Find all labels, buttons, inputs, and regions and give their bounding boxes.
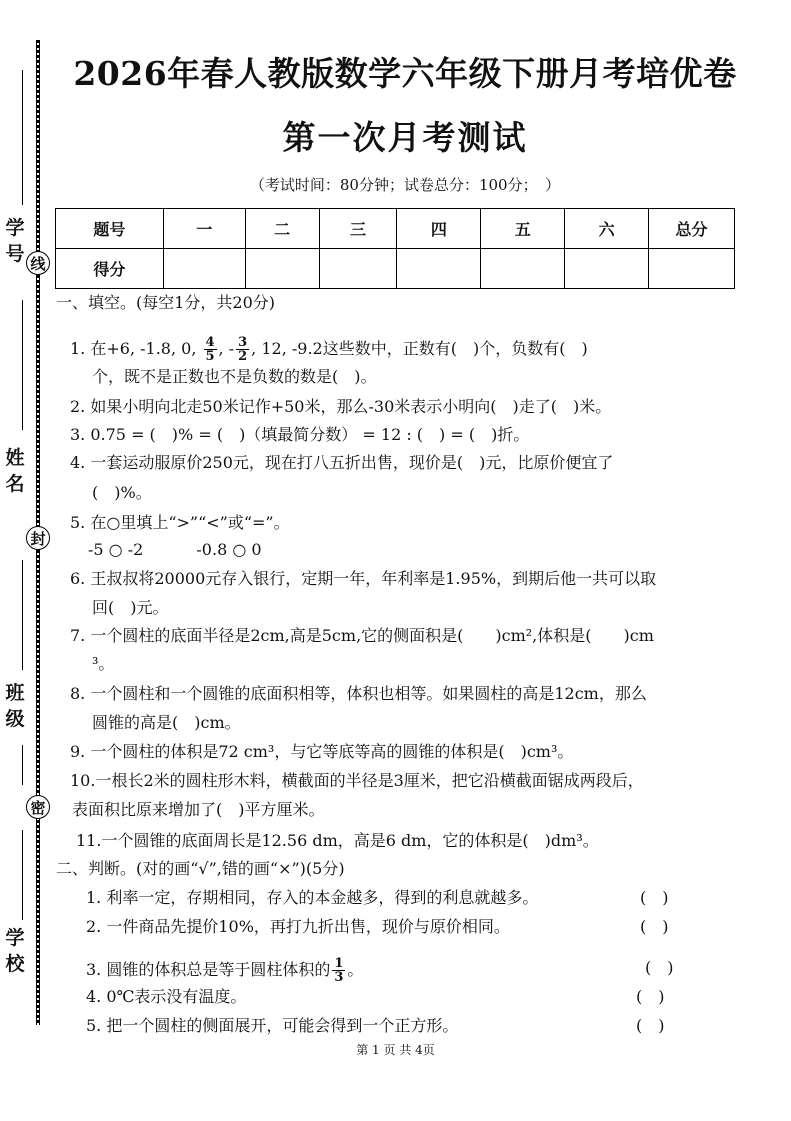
question-1-line-1 bbox=[70, 336, 588, 363]
margin-underline bbox=[22, 745, 23, 785]
question-5: 5. 在○里填上“>”“<”或“=”。 bbox=[70, 513, 290, 532]
judge-2: 2. 一件商品先提价10%，再打九折出售，现价与原价相同。 bbox=[86, 917, 510, 936]
table-cell: 得分 bbox=[56, 249, 164, 289]
question-10-line-2: 表面积比原来增加了( )平方厘米。 bbox=[72, 800, 325, 819]
seal-mark-seal: 封 bbox=[26, 526, 50, 550]
score-cell[interactable] bbox=[245, 249, 319, 289]
seal-mark-secret: 密 bbox=[26, 795, 50, 819]
question-11: 11.一个圆锥的底面周长是12.56 dm，高是6 dm，它的体积是( )dm³。 bbox=[76, 831, 599, 850]
fraction-numerator: 4 bbox=[205, 335, 215, 350]
margin-underline bbox=[22, 560, 23, 670]
margin-label-class: 班级 bbox=[5, 682, 25, 730]
exam-info: （考试时间：80分钟；试卷总分：100分； ） bbox=[249, 176, 561, 194]
score-cell[interactable] bbox=[481, 249, 565, 289]
judge-3 bbox=[86, 957, 363, 984]
margin-underline bbox=[22, 830, 23, 920]
margin-underline bbox=[22, 300, 23, 430]
answer-paren[interactable]: ( ) bbox=[645, 958, 674, 977]
table-row bbox=[56, 209, 735, 249]
table-cell: 六 bbox=[565, 209, 649, 249]
fraction bbox=[332, 957, 345, 984]
score-cell[interactable] bbox=[319, 249, 397, 289]
question-7-line-2: ³。 bbox=[92, 654, 115, 673]
answer-paren[interactable]: ( ) bbox=[636, 1016, 665, 1035]
section-heading: 二、判断。(对的画“√”,错的画“×”)(5分) bbox=[56, 859, 345, 878]
fraction-numerator: 3 bbox=[238, 335, 248, 350]
question-6-line-1: 6. 王叔叔将20000元存入银行，定期一年，年利率是1.95%，到期后他一共可以取 bbox=[70, 569, 657, 588]
margin-label-name: 姓名 bbox=[5, 447, 25, 495]
score-cell[interactable] bbox=[163, 249, 245, 289]
question-text: 1. 在+6, -1.8, 0, bbox=[70, 339, 202, 358]
judge-4: 4. 0℃表示没有温度。 bbox=[86, 987, 247, 1006]
score-table bbox=[55, 208, 735, 289]
page-footer: 第 1 页 共 4页 bbox=[356, 1043, 435, 1057]
table-cell: 题号 bbox=[56, 209, 164, 249]
margin-label-student-id: 学号 bbox=[5, 217, 25, 265]
margin-label-school: 学校 bbox=[5, 927, 25, 975]
score-cell[interactable] bbox=[649, 249, 735, 289]
fraction bbox=[204, 336, 217, 363]
question-4-line-2: ( )%。 bbox=[92, 483, 152, 502]
question-9: 9. 一个圆柱的体积是72 cm³，与它等底等高的圆锥的体积是( )cm³。 bbox=[70, 742, 574, 761]
question-2: 2. 如果小明向北走50米记作+50米，那么-30米表示小明向( )走了( )米。 bbox=[70, 397, 612, 416]
question-1-line-2: 个，既不是正数也不是负数的数是( )。 bbox=[92, 367, 377, 386]
fraction-denominator: 3 bbox=[334, 970, 344, 985]
question-10-line-1: 10.一根长2米的圆柱形木料，横截面的半径是3厘米，把它沿横截面锯成两段后， bbox=[70, 771, 644, 790]
fraction-denominator: 2 bbox=[238, 349, 248, 364]
table-cell: 五 bbox=[481, 209, 565, 249]
answer-paren[interactable]: ( ) bbox=[636, 987, 665, 1006]
judge-5: 5. 把一个圆柱的侧面展开，可能会得到一个正方形。 bbox=[86, 1016, 459, 1035]
question-7-line-1: 7. 一个圆柱的底面半径是2cm,高是5cm,它的侧面积是( )cm²,体积是( )cm bbox=[70, 626, 654, 645]
table-cell: 四 bbox=[397, 209, 481, 249]
question-4-line-1: 4. 一套运动服原价250元，现在打八五折出售，现价是( )元，比原价便宜了 bbox=[70, 453, 614, 472]
margin-underline bbox=[22, 70, 23, 205]
score-cell[interactable] bbox=[397, 249, 481, 289]
page-subtitle: 第一次月考测试 bbox=[282, 118, 528, 157]
seal-mark-line: 线 bbox=[26, 251, 50, 275]
answer-paren[interactable]: ( ) bbox=[640, 888, 669, 907]
table-cell: 二 bbox=[245, 209, 319, 249]
table-cell: 三 bbox=[319, 209, 397, 249]
question-3: 3. 0.75 = ( )% = ( )（填最简分数） = 12 : ( ) = ( )折。 bbox=[70, 425, 530, 444]
score-cell[interactable] bbox=[565, 249, 649, 289]
judge-1: 1. 利率一定，存期相同，存入的本金越多，得到的利息就越多。 bbox=[86, 888, 539, 907]
table-cell: 总分 bbox=[649, 209, 735, 249]
question-8-line-1: 8. 一个圆柱和一个圆锥的底面积相等，体积也相等。如果圆柱的高是12cm，那么 bbox=[70, 684, 647, 703]
fraction-denominator: 5 bbox=[205, 349, 215, 364]
table-row bbox=[56, 249, 735, 289]
question-text: 。 bbox=[347, 960, 364, 979]
section-heading: 一、填空。(每空1分，共20分) bbox=[56, 293, 276, 312]
question-6-line-2: 回( )元。 bbox=[92, 598, 169, 617]
fraction-numerator: 1 bbox=[334, 956, 344, 971]
page-title: 2026年春人教版数学六年级下册月考培优卷 bbox=[73, 54, 737, 93]
question-8-line-2: 圆锥的高是( )cm。 bbox=[92, 713, 241, 732]
question-text: , - bbox=[218, 339, 235, 358]
table-cell: 一 bbox=[163, 209, 245, 249]
question-text: 3. 圆锥的体积总是等于圆柱体积的 bbox=[86, 960, 331, 979]
question-text: , 12, -9.2这些数中，正数有( )个，负数有( ) bbox=[251, 339, 588, 358]
fraction bbox=[236, 336, 249, 363]
question-5-items: -5 ○ -2 -0.8 ○ 0 bbox=[88, 540, 262, 559]
answer-paren[interactable]: ( ) bbox=[640, 917, 669, 936]
